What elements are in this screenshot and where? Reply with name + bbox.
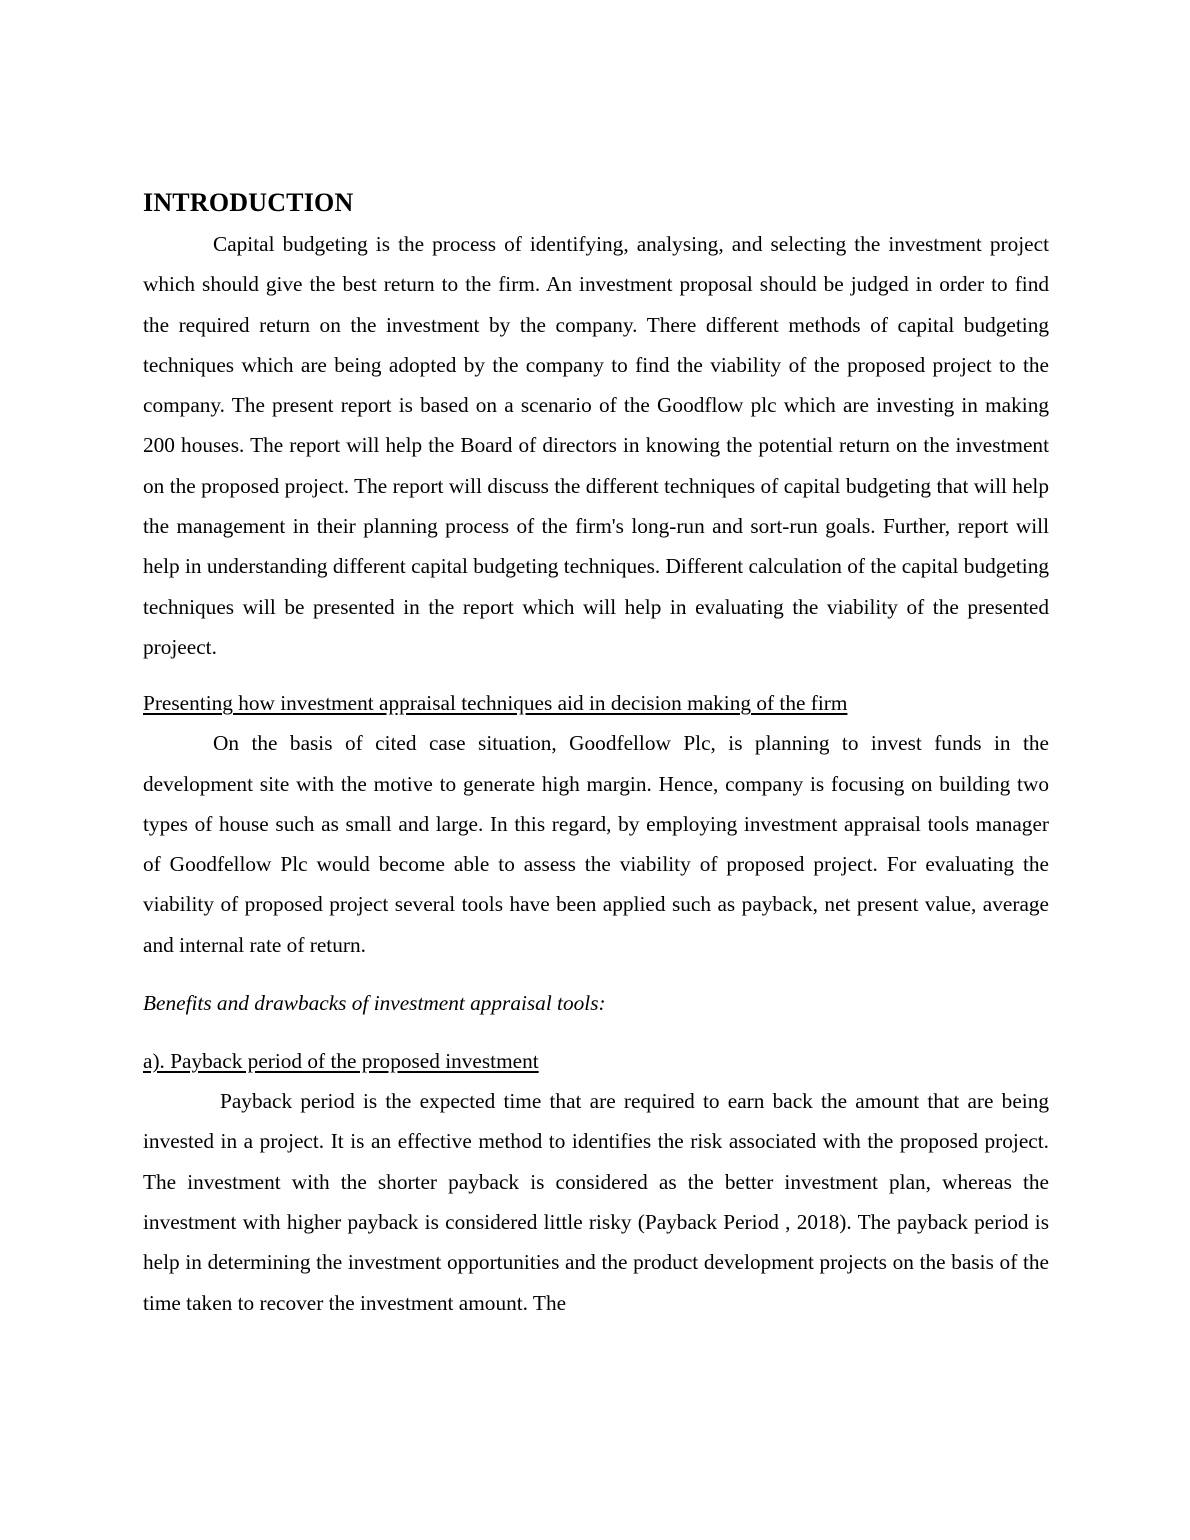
page-content [143,182,1049,1323]
decision-making-paragraph: On the basis of cited case situation, Goodfellow Plc, is planning to invest funds in the development site with the motive to generate high margin. Hence, company is focusing on building two types of house such as small and large. In this regard, by employing investment appraisal tools manager of Goodfellow Plc would become able to assess the viability of proposed project. For evaluating the viability of proposed project several tools have been applied such as payback, net present value, average and internal rate of return. [143,731,1049,957]
benefits-drawbacks-heading: Benefits and drawbacks of investment appraisal tools: [143,991,606,1016]
introduction-paragraph: Capital budgeting is the process of identifying, analysing, and selecting the investment project which should give the best return to the firm. An investment proposal should be judged in order to find the required return on the investment by the company. There different methods of capital budgeting techniques which are being adopted by the company to find the viability of the proposed project to the company. The present report is based on a scenario of the Goodflow plc which are investing in making 200 houses. The report will help the Board of directors in knowing the potential return on the investment on the proposed project. The report will discuss the different techniques of capital budgeting that will help the management in their planning process of the firm's long-run and sort-run goals. Further, report will help in understanding different capital budgeting techniques. Different calculation of the capital budgeting techniques will be presented in the report which will help in evaluating the viability of the presented projeect. [143,232,1049,659]
decision-making-heading: Presenting how investment appraisal techniques aid in decision making of the firm [143,691,848,716]
payback-period-paragraph: Payback period is the expected time that are required to earn back the amount that are being invested in a project. It is an effective method to identifies the risk associated with the proposed project. The investment with the shorter payback is considered as the better investment plan, whereas the investment with higher payback is considered little risky (Payback Period , 2018). The payback period is help in determining the investment opportunities and the product development projects on the basis of the time taken to recover the investment amount. The [143,1089,1049,1315]
introduction-heading: INTRODUCTION [143,188,354,217]
section-spacer [143,667,1049,683]
section-spacer [143,965,1049,983]
payback-period-heading: a). Payback period of the proposed investment [143,1049,539,1074]
section-spacer [143,1023,1049,1041]
